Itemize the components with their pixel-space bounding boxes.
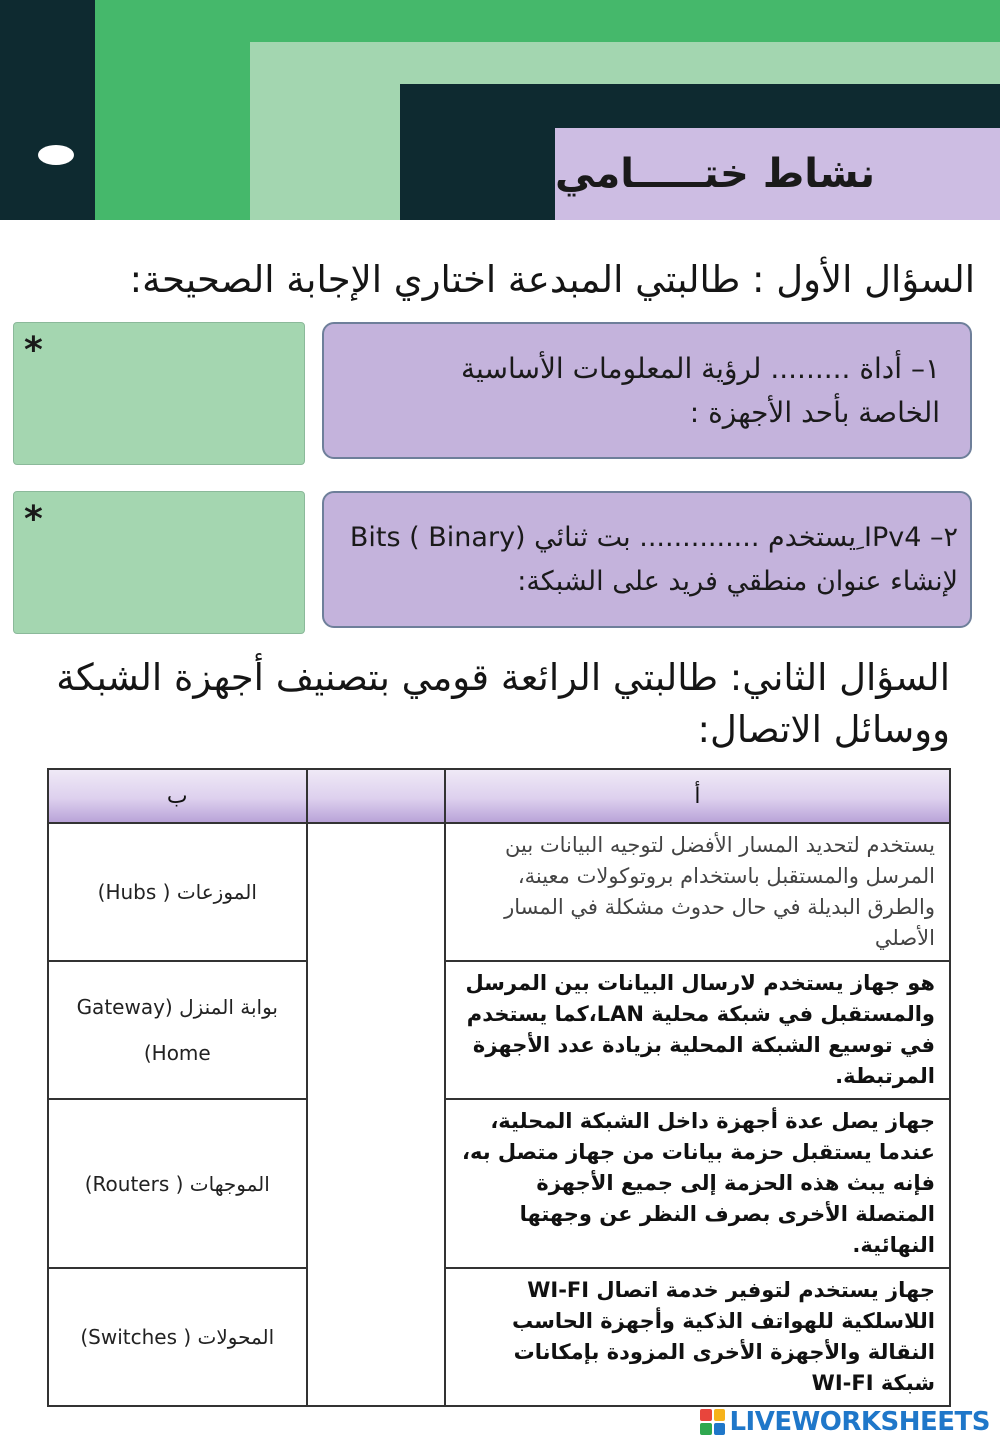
- device-term-home-gateway[interactable]: بوابة المنزل (Gateway Home): [48, 961, 307, 1099]
- logo-text: LIVEWORKSHEETS: [729, 1407, 990, 1437]
- column-header-a: أ: [445, 769, 950, 823]
- question1-item-2-text: ٢– IPv4 ِيستخدم .............. بت ثنائي Bits ( Binary) لإنشاء عنوان منطقي فريد على الشبكة:: [349, 521, 958, 597]
- table-row: [48, 823, 950, 961]
- matching-table: [47, 768, 951, 1407]
- description-cell: هو جهاز يستخدم لارسال البيانات بين المرسل والمستقبل في شبكة محلية LAN،كما يستخدم في توسيع الشبكة المحلية بزيادة عدد الأجهزة المرتبطة.: [445, 961, 950, 1099]
- logo-square-icon: [700, 1423, 712, 1435]
- question2-heading: السؤال الثاني: طالبتي الرائعة قومي بتصنيف أجهزة الشبكة ووسائل الاتصال:: [56, 656, 950, 751]
- column-header-b: ب: [48, 769, 307, 823]
- column-header-answer: [307, 769, 445, 823]
- description-cell: يستخدم لتحديد المسار الأفضل لتوجيه البيانات بين المرسل والمستقبل باستخدام بروتوكولات معينة، والطرق البديلة في حال حدوث مشكلة في المسار الأصلي: [445, 823, 950, 961]
- table-header-row: [48, 769, 950, 823]
- decorative-eye-icon: [38, 145, 74, 165]
- question1-item-2: [322, 491, 972, 628]
- question1-heading: السؤال الأول : طالبتي المبدعة اختاري الإجابة الصحيحة:: [129, 258, 975, 301]
- answer-marker-1: *: [24, 330, 43, 371]
- logo-square-icon: [714, 1409, 726, 1421]
- logo-square-icon: [714, 1423, 726, 1435]
- table-row: [48, 961, 950, 1099]
- answer-column[interactable]: [307, 823, 445, 1406]
- description-cell: جهاز يستخدم لتوفير خدمة اتصال WI-FI اللاسلكية للهواتف الذكية وأجهزة الحاسب النقالة والأجهزة الأخرى المزودة بإمكانات شبكة WI-FI: [445, 1268, 950, 1406]
- question1-item-1: [322, 322, 972, 459]
- liveworksheets-logo[interactable]: [700, 1404, 990, 1440]
- device-term-hubs[interactable]: الموزعات ( Hubs): [48, 823, 307, 961]
- logo-square-icon: [700, 1409, 712, 1421]
- table-row: [48, 1268, 950, 1406]
- question1-item-1-text: ١– أداة ......... لرؤية المعلومات الأساسية الخاصة بأحد الأجهزة :: [461, 351, 940, 429]
- answer-drop-box-2[interactable]: [13, 491, 305, 634]
- table-row: [48, 1099, 950, 1268]
- header-band-dark-left: [0, 0, 95, 220]
- answer-marker-2: *: [24, 499, 43, 540]
- liveworksheets-logo-icon: [700, 1409, 725, 1435]
- device-term-routers[interactable]: الموجهات ( Routers): [48, 1099, 307, 1268]
- page-title: نشاط ختـــــامي: [555, 151, 875, 197]
- device-term-switches[interactable]: المحولات ( Switches): [48, 1268, 307, 1406]
- description-cell: جهاز يصل عدة أجهزة داخل الشبكة المحلية، عندما يستقبل حزمة بيانات من جهاز متصل به، فإنه يبث هذه الحزمة إلى جميع الأجهزة المتصلة الأخرى بصرف النظر عن وجهتها النهائية.: [445, 1099, 950, 1268]
- answer-drop-box-1[interactable]: [13, 322, 305, 465]
